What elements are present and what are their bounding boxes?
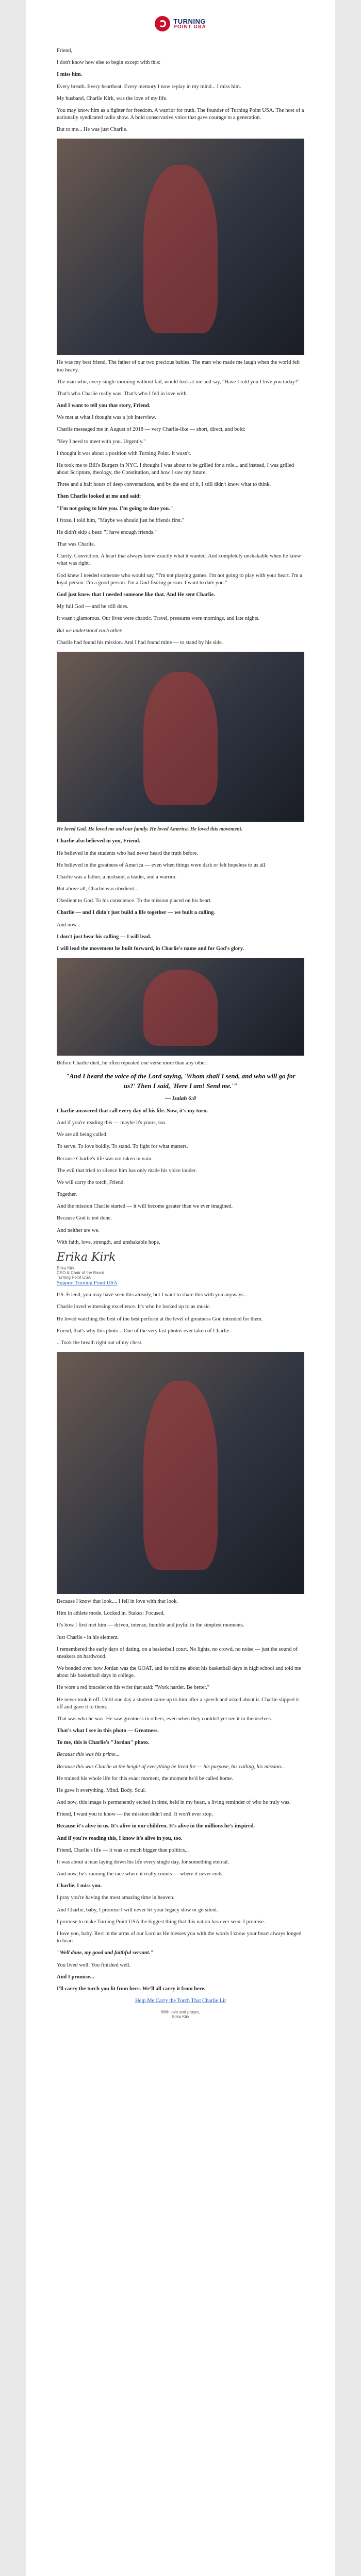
paragraph: Charlie was a father, a husband, a leader, and a warrior. (57, 874, 177, 880)
paragraph: We will carry the torch, Friend. (57, 1179, 125, 1185)
paragraph: Charlie loved witnessing excellence. It's who he looked up to as music. (57, 1304, 211, 1310)
paragraph: My full God — and he still does. (57, 604, 128, 610)
paragraph: I love you, baby. Rest in the arms of our Lord as He blesses you with the words I know your heart always longed to hear: (57, 1931, 302, 1944)
paragraph: I promise to make Turning Point USA the biggest thing that this nation has ever seen. I promise. (57, 1919, 265, 1925)
paragraph: He took me to Bill's Burgers in NYC. I thought I was about to be grilled for a role... and instead, I was grilled about Scripture, theology, the Constitution, and how I saw my future. (57, 462, 294, 476)
paragraph: He loved watching the best of the best perform at the level of greatness God intended for them. (57, 1316, 263, 1322)
paragraph: And if you're reading this — maybe it's yours, too. (57, 1120, 167, 1126)
photo-charlie-campus (57, 958, 304, 1056)
paragraph: And now, he's running the race where it really counts — where it never ends. (57, 1871, 224, 1877)
paragraph: He never took it off. Until one day a student came up to him after a speech and asked about it. Charlie slipped it off and gave it to them. (57, 1697, 299, 1710)
signature-detail: Erika Kirk (57, 1265, 75, 1270)
paragraph: He believed in the greatness of America — even when things were dark or felt hopeless to us all. (57, 862, 267, 868)
paragraph: Friend, Charlie's life — it was so much bigger than politics... (57, 1847, 189, 1853)
paragraph: I thought it was about a position with Turning Point. It wasn't. (57, 450, 191, 456)
paragraph-bold: Then Charlie looked at me and said: (57, 494, 141, 500)
paragraph: He didn't skip a beat: "I have enough friends." (57, 529, 157, 535)
paragraph-bold: Because it's alive in us. It's alive in our children. It's alive in the millions he's inspired. (57, 1823, 255, 1829)
paragraph: I remembered the early days of dating, on a basketball court. No lights, no crowd, no noise — just the sound of sneakers on hardwood. (57, 1646, 298, 1659)
paragraph: ...Took the breath right out of my chest. (57, 1340, 143, 1346)
paragraph: It wasn't glamorous. Our lives were chaotic. Travel, pressures were mornings, and late nights. (57, 616, 260, 622)
photo-charlie-young (57, 139, 304, 355)
paragraph: I pray you're having the most amazing time in heaven. (57, 1895, 175, 1901)
paragraph-bold: I miss him. (57, 72, 83, 78)
signature: Erika Kirk (57, 1250, 116, 1264)
paragraph-italic: But we understood each other. (57, 628, 123, 634)
paragraph: "Hey I need to meet with you. Urgently." (57, 438, 146, 445)
paragraph: It's how I first met him — driven, intense, humble and joyful in the simplest moments. (57, 1622, 244, 1629)
paragraph: P.S. Friend, you may have seen this already, but I want to share this with you anyways... (57, 1292, 248, 1298)
support-link-row (57, 1280, 304, 1287)
paragraph-bold: I'll carry the torch you lit from here. We'll all carry it from here. (57, 1986, 206, 1992)
logo-icon (155, 16, 170, 31)
paragraph: He trained his whole life for this exact moment, the moment he'd be called home. (57, 1775, 233, 1782)
paragraph: To serve. To love boldly. To stand. To fight for what matters. (57, 1144, 188, 1150)
paragraph: Obedient to God. To his conscience. To the mission placed on his heart. (57, 898, 212, 904)
paragraph: Charlie messaged me in August of 2018 — very Charlie-like — short, direct, and bold: (57, 427, 245, 433)
paragraph: And now... (57, 922, 80, 928)
logo-line-1: TURNING (173, 17, 206, 25)
paragraph-bold: And I promise... (57, 1974, 94, 1980)
paragraph: With faith, love, strength, and unshakable hope, (57, 1239, 160, 1245)
photo-caption: He loved God. He loved me and our family. He loved America. He loved this movement. (57, 826, 243, 832)
paragraph-italic: Because this was Charlie at the height of everything he lived for — his purpose, his calling, his mission... (57, 1764, 285, 1770)
paragraph: I don't know how else to begin except with this: (57, 60, 161, 66)
paragraph: God knew I needed someone who would say, "I'm not playing games. I'm not going to play with your heart. I'm a loyal person. I'm a good person. I'm a God-fearing person. I want to date you." (57, 572, 302, 586)
paragraph-bold: I will lead the movement he built forward, in Charlie's name and for God's glory. (57, 945, 244, 952)
logo-line-2: POINT USA (173, 24, 206, 30)
paragraph: We met at what I thought was a job interview. (57, 415, 156, 421)
paragraph: Together. (57, 1192, 77, 1198)
signature-detail: CEO & Chair of the Board (57, 1270, 105, 1275)
paragraph: He believed in the students who had never heard the truth before. (57, 850, 199, 856)
paragraph: That was who he was. He saw greatness in others, even when they couldn't yet see it in themselves. (57, 1716, 272, 1722)
paragraph: He gave it everything. Mind. Body. Soul. (57, 1787, 146, 1793)
paragraph: He wore a red bracelet on his wrist that said: "Work harder. Be better." (57, 1685, 210, 1691)
paragraph-bold: I don't just bear his calling — I will lead. (57, 934, 152, 940)
cta-row (57, 1997, 304, 2005)
closing-line: With love and prayer, (161, 2010, 200, 2015)
paragraph: We bonded over how Jordan was the GOAT, and he told me about his basketball days in high school and told me about his basketball days in college. (57, 1666, 301, 1679)
photo-charlie-last-crowd (57, 1352, 304, 1594)
paragraph-italic: Because this was his prime... (57, 1752, 120, 1758)
paragraph: That's who Charlie really was. That's who I fell in love with. (57, 391, 188, 397)
paragraph: The man who, every single morning without fail, would look at me and say, "Have I told you I love you today?" (57, 379, 300, 385)
paragraph: But above all, Charlie was obedient... (57, 886, 138, 892)
signature-detail: Turning Point USA (57, 1275, 91, 1280)
paragraph-bold: Charlie, I miss you. (57, 1883, 102, 1889)
paragraph: Friend, that's why this photo... One of the very last photos ever taken of Charlie. (57, 1328, 231, 1334)
paragraph-bold: And if you're reading this, I know it's alive in you, too. (57, 1835, 183, 1841)
paragraph: Charlie had found his mission. And I had found mine — to stand by his side. (57, 639, 223, 646)
paragraph: It was about a man laying down his life every single day, for something eternal. (57, 1859, 229, 1865)
photo-charlie-erika-stage (57, 652, 304, 822)
paragraph: Three and a half hours of deep conversations, and by the end of it, I still didn't know what to think. (57, 482, 271, 488)
paragraph: Him in athlete mode. Locked in. Stakes: Focused. (57, 1611, 165, 1617)
paragraph: Because I know that look.... I fell in love with that look. (57, 1599, 178, 1605)
paragraph: And neither are we. (57, 1227, 100, 1233)
carry-torch-link[interactable]: Help Me Carry the Torch That Charlie Lit (135, 1998, 226, 2004)
paragraph: And Charlie, baby, I promise I will never let your legacy slow or go silent. (57, 1907, 218, 1913)
paragraph: Every breath. Every heartbeat. Every memory I now replay in my mind... I miss him. (57, 83, 241, 90)
paragraph-bold: To me, this is Charlie's "Jordan" photo. (57, 1740, 150, 1746)
paragraph: And now, this image is permanently etched in time, held in my heart, a living reminder of who he truly was. (57, 1800, 291, 1806)
paragraph: And the mission Charlie started — it will become greater than we ever imagined. (57, 1204, 233, 1210)
paragraph: Friend, I want you to know — the mission didn't end. It won't ever stop. (57, 1811, 213, 1818)
paragraph-bold: God just knew that I needed someone like that. And He sent Charlie. (57, 591, 215, 598)
paragraph-bold: That's what I see in this photo — Greatness. (57, 1728, 159, 1734)
turning-point-logo[interactable] (155, 16, 206, 31)
paragraph: I froze. I told him, "Maybe we should just be friends first." (57, 517, 185, 523)
paragraph-bold: Charlie also believed in you, Friend. (57, 838, 140, 844)
paragraph: Friend, (57, 48, 73, 54)
support-link[interactable]: Support Turning Point USA (57, 1280, 118, 1286)
paragraph-bold: Charlie — and I didn't just build a life together — we built a calling. (57, 910, 215, 916)
paragraph: Clarity. Conviction. A heart that always knew exactly what it wanted. And completely unshakable when he knew what was right. (57, 553, 301, 567)
paragraph: My husband, Charlie Kirk, was the love of my life. (57, 95, 168, 101)
paragraph-bold: Charlie answered that call every day of his life. Now, it's my turn. (57, 1108, 208, 1114)
header (26, 0, 335, 47)
paragraph-bold: And I want to tell you that story, Friend. (57, 403, 151, 409)
scripture-quote: "And I heard the voice of the Lord saying, 'Whom shall I send, and who will go for us?' Then I said, 'Here I am! Send me.'" (65, 1072, 296, 1090)
email-body (26, 47, 335, 2019)
paragraph: Before Charlie died, he often repeated one verse more than any other: (57, 1060, 208, 1066)
paragraph: But to me... He was just Charlie. (57, 127, 128, 133)
paragraph: He was my best friend. The father of our two precious babies. The man who made me laugh when the world felt too heavy. (57, 360, 300, 373)
paragraph: That was Charlie. (57, 541, 95, 548)
paragraph: Just Charlie - in his element. (57, 1634, 119, 1640)
paragraph-bold: "I'm not going to hire you. I'm going to date you." (57, 505, 173, 512)
email-canvas (26, 0, 335, 2576)
closing-line: Erika Kirk (171, 2014, 190, 2020)
paragraph: Because Charlie's life was not taken in vain. (57, 1156, 153, 1162)
paragraph: Because God is not done. (57, 1215, 112, 1222)
paragraph: We are all being called. (57, 1132, 108, 1138)
paragraph: The evil that tried to silence him has only made his voice louder. (57, 1167, 197, 1174)
paragraph: You lived well. You finished well. (57, 1962, 131, 1968)
scripture-reference: — Isaiah 6:8 (165, 1095, 196, 1101)
paragraph-bold-italic: "Well done, my good and faithful servant." (57, 1950, 154, 1956)
paragraph: You may know him as a fighter for freedom. A warrior for truth. The founder of Turning Point USA. The host of a nationally syndicated radio show. A bold conservative voice that gave courage to a generation. (57, 107, 304, 121)
